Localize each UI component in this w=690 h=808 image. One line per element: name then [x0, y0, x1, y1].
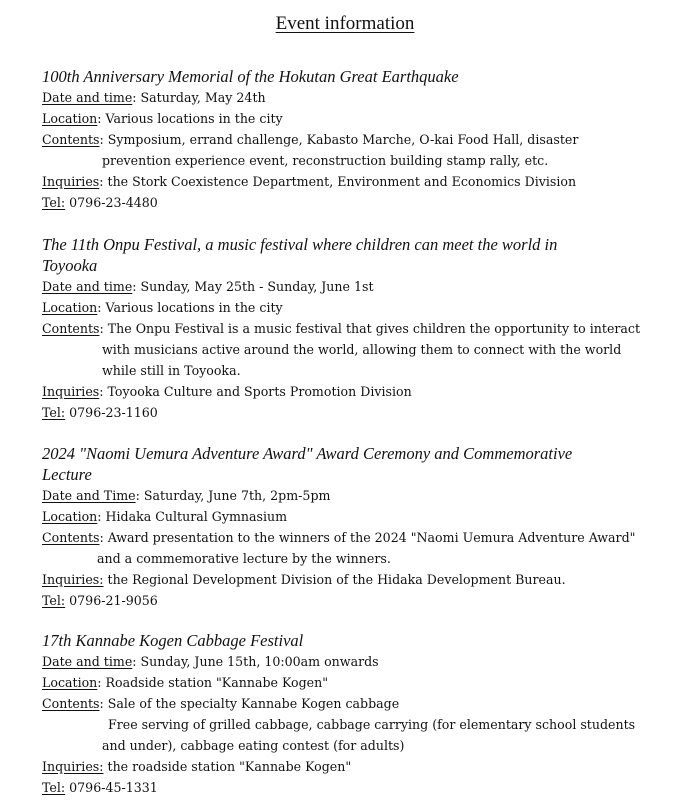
tel-label: Tel: [42, 780, 66, 795]
event-title-line: The 11th Onpu Festival, a music festival where children can meet the world in [42, 235, 558, 254]
date-row: Date and Time: Saturday, June 7th, 2pm-5pm [42, 488, 331, 503]
tel-row [42, 590, 642, 611]
inquiries-row: Inquiries: Toyooka Culture and Sports Promotion Division [42, 384, 412, 399]
inquiries-label: Inquiries: [42, 759, 104, 774]
contents-row: Contents: Award presentation to the winners of the 2024 "Naomi Uemura Adventure Award" [42, 530, 636, 545]
date-label: Date and time [42, 654, 133, 669]
inquiries-value: the Stork Coexistence Department, Environment and Economics Division [103, 174, 577, 189]
inquiries-row [42, 756, 642, 777]
inquiries-label: Inquiries: [42, 572, 104, 587]
contents-row: Contents: Sale of the specialty Kannabe Kogen cabbage [42, 696, 400, 711]
location-row: Location: Hidaka Cultural Gymnasium [42, 509, 288, 524]
contents-continuation: with musicians active around the world, allowing them to connect with the world [102, 342, 622, 357]
date-label: Date and Time [42, 488, 136, 503]
event-title-line: 100th Anniversary Memorial of the Hokutan Great Earthquake [42, 67, 459, 86]
date-value: Saturday, June 7th, 2pm-5pm [139, 488, 331, 503]
location-label: Location [42, 300, 98, 315]
event-title-line: Lecture [42, 465, 92, 484]
contents-continuation: while still in Toyooka. [102, 363, 241, 378]
date-value: Saturday, May 24th [136, 90, 266, 105]
inquiries-value: the Regional Development Division of the Hidaka Development Bureau. [103, 572, 566, 587]
tel-value: 0796-23-1160 [65, 405, 158, 420]
event-title [42, 630, 642, 651]
contents-line: Award presentation to the winners of the 2024 "Naomi Uemura Adventure Award" [103, 530, 636, 545]
inquiries-row: Inquiries: the Stork Coexistence Department, Environment and Economics Division [42, 174, 577, 189]
inquiries-value: the roadside station "Kannabe Kogen" [103, 759, 352, 774]
event-title [42, 234, 642, 276]
inquiries-label: Inquiries [42, 174, 100, 189]
contents-line: The Onpu Festival is a music festival that gives children the opportunity to interact [103, 321, 641, 336]
date-row: Date and time: Sunday, June 15th, 10:00am onwards [42, 654, 379, 669]
event-title [42, 66, 642, 87]
tel-label: Tel: [42, 195, 66, 210]
inquiries-value: Toyooka Culture and Sports Promotion Division [103, 384, 412, 399]
inquiries-row [42, 569, 642, 590]
event-title-line: Toyooka [42, 256, 98, 275]
contents-label: Contents [42, 132, 100, 147]
date-row: Date and time: Saturday, May 24th [42, 90, 266, 105]
event-kannabe-cabbage-festival [42, 630, 642, 798]
date-value: Sunday, May 25th - Sunday, June 1st [136, 279, 374, 294]
contents-continuation: and a commemorative lecture by the winners. [97, 551, 391, 566]
contents-line: Sale of the specialty Kannabe Kogen cabbage [103, 696, 400, 711]
event-onpu-festival [42, 234, 642, 423]
location-value: Various locations in the city [101, 111, 283, 126]
contents-continuation: and under), cabbage eating contest (for adults) [102, 738, 405, 753]
tel-value: 0796-23-4480 [65, 195, 158, 210]
date-label: Date and time [42, 90, 133, 105]
location-row: Location: Roadside station "Kannabe Kogen" [42, 675, 329, 690]
inquiries-label: Inquiries [42, 384, 100, 399]
contents-label: Contents [42, 530, 100, 545]
event-title-line: 17th Kannabe Kogen Cabbage Festival [42, 631, 304, 650]
tel-value: 0796-21-9056 [65, 593, 158, 608]
event-naomi-uemura-award [42, 443, 642, 611]
contents-label: Contents [42, 696, 100, 711]
date-label: Date and time [42, 279, 133, 294]
contents-label: Contents [42, 321, 100, 336]
page-title: Event information [275, 13, 415, 34]
date-row: Date and time: Sunday, May 25th - Sunday, June 1st [42, 279, 374, 294]
contents-continuation: prevention experience event, reconstruction building stamp rally, etc. [102, 153, 549, 168]
tel-row [42, 192, 642, 213]
tel-value: 0796-45-1331 [65, 780, 158, 795]
contents-row: Contents: Symposium, errand challenge, Kabasto Marche, O-kai Food Hall, disaster [42, 132, 579, 147]
tel-label: Tel: [42, 593, 66, 608]
location-row: Location: Various locations in the city [42, 300, 283, 315]
contents-line: Symposium, errand challenge, Kabasto Marche, O-kai Food Hall, disaster [103, 132, 579, 147]
event-title [42, 443, 642, 485]
date-value: Sunday, June 15th, 10:00am onwards [136, 654, 379, 669]
location-value: Various locations in the city [101, 300, 283, 315]
tel-row [42, 777, 642, 798]
event-hokutan-earthquake-memorial [42, 66, 642, 213]
contents-row: Contents: The Onpu Festival is a music festival that gives children the opportunity to interact [42, 321, 641, 336]
location-label: Location [42, 111, 98, 126]
location-label: Location [42, 509, 98, 524]
location-label: Location [42, 675, 98, 690]
contents-continuation: Free serving of grilled cabbage, cabbage carrying (for elementary school students [108, 717, 636, 732]
location-value: Roadside station "Kannabe Kogen" [101, 675, 329, 690]
location-row: Location: Various locations in the city [42, 111, 283, 126]
event-title-line: 2024 "Naomi Uemura Adventure Award" Award Ceremony and Commemorative [42, 444, 573, 463]
tel-row [42, 402, 642, 423]
tel-label: Tel: [42, 405, 66, 420]
location-value: Hidaka Cultural Gymnasium [101, 509, 288, 524]
